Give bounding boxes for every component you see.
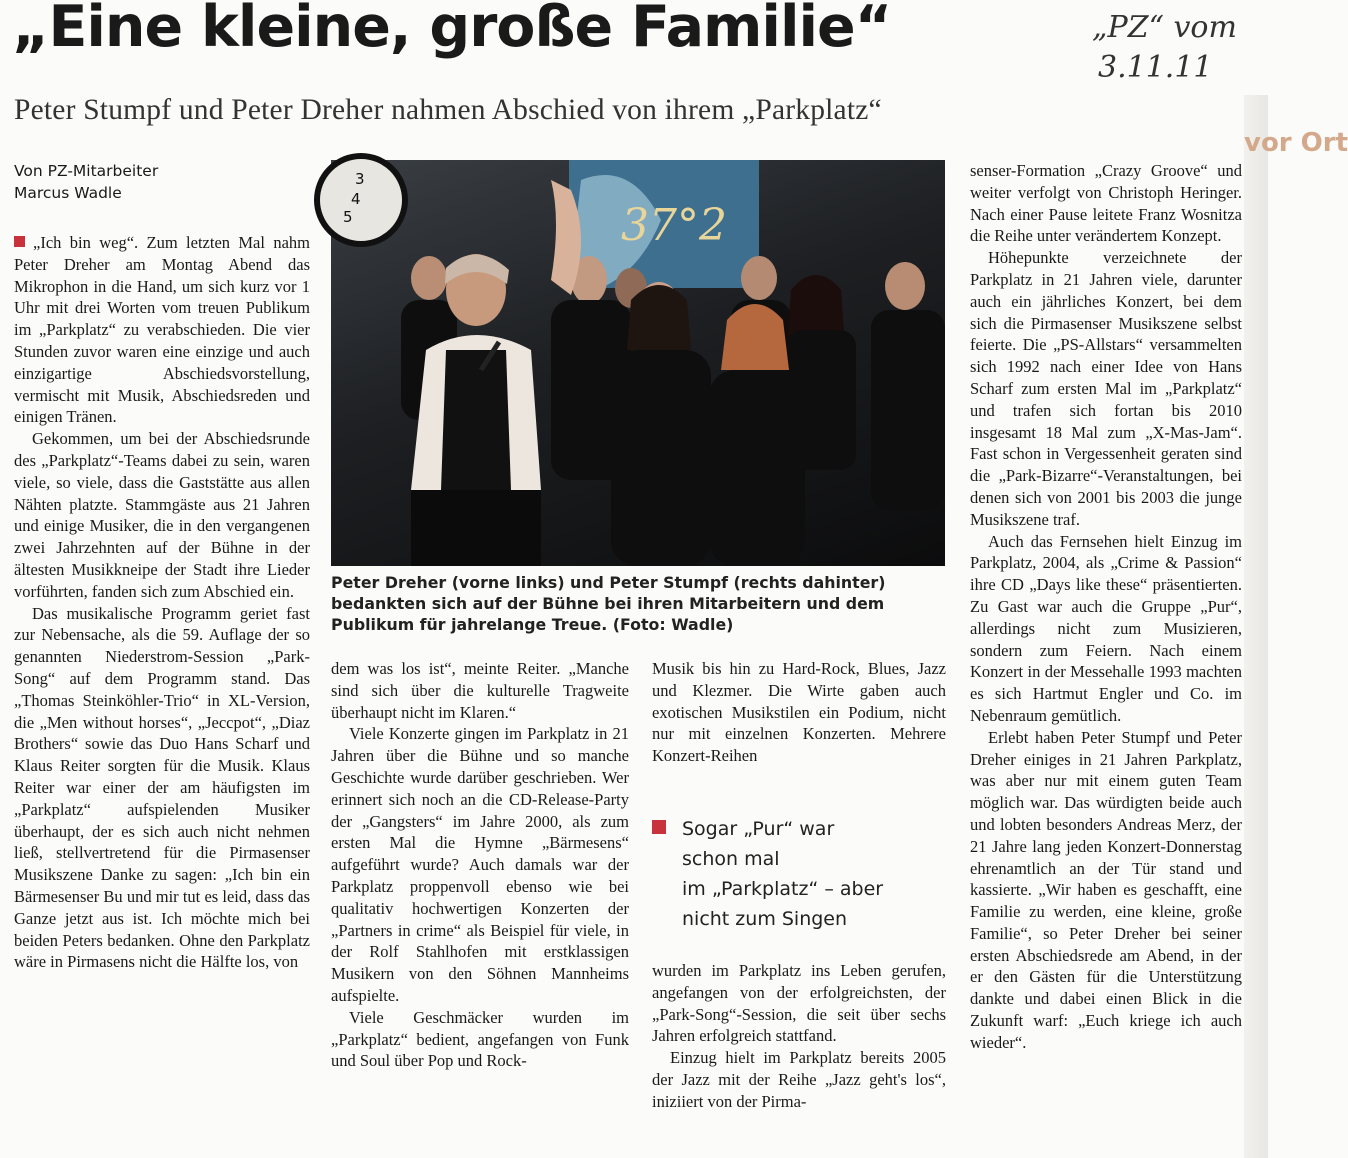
paragraph: dem was los ist“, meinte Reiter. „Manche sind sich über die kulturelle Tragweite überhaupt nicht im Klaren.“ [331, 659, 629, 722]
article-column-1 [14, 232, 310, 973]
pull-quote-line: im „Parkplatz“ – aber [682, 878, 884, 900]
edge-fragment: vor Ort [1244, 128, 1348, 158]
pull-quote [652, 814, 952, 934]
paragraph: Musik bis hin zu Hard-Rock, Blues, Jazz und Klezmer. Die Wirte gaben auch exotischen Musikstilen ein Podium, nicht nur mit einzelnen Konzerten. Mehrere Konzert-Reihen [652, 659, 946, 766]
headline: „Eine kleine, große Familie“ [12, 0, 892, 60]
paragraph: Höhepunkte verzeichnete der Parkplatz in 21 Jahren viele, darunter auch ein jährliches Konzert, bei dem sich die Pirmasenser Musikszene selbst feierte. Die „PS-Allstars“ versammelten sich 1992 nach einer Idee von Hans Scharf zum ersten Mal im „Parkplatz“ und trafen sich fortan bis 2010 insgesamt 18 Mal zum „X-Mas-Jam“. Fast schon in Vergessenheit geraten sind die „Park-Bizarre“-Veranstaltungen, bei denen sich von 2001 bis 2003 die junge Musikszene traf. [970, 248, 1242, 529]
paragraph: Das musikalische Programm geriet fast zur Nebensache, als die 59. Auflage der so genannten Niederstrom-Session „Park-Song“ auf dem Programm stand. Das „Thomas Steinköhler-Trio“ in XL-Version, die „Men without horses“, „Jeccpot“, „Diaz Brothers“ sowie das Duo Hans Scharf und Klaus Reiter sorgten für die Musik. Klaus Reiter war einer der am häufigsten im „Parkplatz“ aufspielenden Musiker überhaupt, der es sich auch nicht nehmen ließ, stellvertretend für die Pirmasenser Musikszene Danke zu sagen: „Ich bin ein Bärmesenser Bu und mir tut es leid, dass das Ganze jetzt aus ist. Ich möchte mich bei beiden Peters bedanken. Ohne den Parkplatz wäre in Pirmasens nicht die Hälfte los, von [14, 603, 310, 972]
pull-quote-line: Sogar „Pur“ war [682, 818, 835, 840]
article-column-3-top [652, 658, 946, 767]
event-photo [331, 160, 945, 566]
byline-role: Von PZ-Mitarbeiter [14, 162, 159, 180]
handwritten-note-date: 3.11.11 [1098, 50, 1213, 85]
paragraph: Einzug hielt im Parkplatz bereits 2005 der Jazz mit der Reihe „Jazz geht's los“, iniziiert von der Pirma- [652, 1048, 946, 1111]
article-column-4 [970, 160, 1242, 1054]
paragraph: Viele Geschmäcker wurden im „Parkplatz“ bedient, angefangen von Funk und Soul über Pop und Rock- [331, 1007, 629, 1071]
pull-quote-line: schon mal [682, 848, 780, 870]
article-column-3-bottom [652, 960, 946, 1113]
paragraph: wurden im Parkplatz ins Leben gerufen, angefangen von der erfolgreichsten, der „Park-Song“-Session, die seit über sechs Jahren erfolgreich stattfand. [652, 961, 946, 1046]
paragraph: Gekommen, um bei der Abschiedsrunde des „Parkplatz“-Teams dabei zu sein, waren viele, so viele, dass die Gaststätte aus allen Nähten platzte. Stammgäste aus 21 Jahren und einige Musiker, die in den vergangenen zwei Jahrzehnten auf der Bühne in der ältesten Musikkneipe der Stadt ihre Lieder vorführten, fanden sich zum Abschied ein. [14, 429, 310, 601]
paragraph: senser-Formation „Crazy Groove“ und weiter verfolgt von Christoph Heringer. Nach einer Pause leitete Franz Wosnitza die Reihe unter verändertem Konzept. [970, 161, 1242, 246]
paragraph: „Ich bin weg“. Zum letzten Mal nahm Peter Dreher am Montag Abend das Mikrophon in die Hand, um sich kurz vor 1 Uhr mit drei Worten vom treuen Publikum im „Parkplatz“ zu verabschieden. Die vier Stunden zuvor waren eine einzige und auch einzigartige Abschiedsvorstellung, vermischt mit Musik, Abschiedsreden und einigen Tränen. [14, 233, 310, 427]
article-column-2 [331, 658, 629, 1072]
photo-illustration [331, 160, 945, 566]
handwritten-note-source: „PZ“ vom [1092, 10, 1237, 45]
svg-text:3: 3 [355, 170, 365, 188]
paragraph: Viele Konzerte gingen im Parkplatz in 21 Jahren über die Bühne und so manche Geschichte wurde darüber geschrieben. Wer erinnert sich noch an die CD-Release-Party der „Gangsters“ im Jahre 2000, als zum ersten Mal die Hymne „Bärmesens“ aufgeführt wurde? Auch damals war der Parkplatz proppenvoll ebenso wie bei qualitativ hochwertigen Konzerten der „Partners in crime“ als Beispiel für viele, in der Rolf Stahlhofen mit erstklassigen Musikern von den Söhnen Mannheims aufspielte. [331, 724, 629, 1005]
byline [14, 160, 314, 204]
red-square-icon [652, 820, 666, 834]
pull-quote-line: nicht zum Singen [682, 908, 848, 930]
poster-text: 37°2 [621, 200, 727, 251]
photo-caption: Peter Dreher (vorne links) und Peter Stumpf (rechts dahinter) bedankten sich auf der Bühne bei ihren Mitarbeitern und dem Publikum für jahrelange Treue. (Foto: Wadle) [331, 573, 886, 634]
svg-text:5: 5 [343, 208, 353, 226]
paragraph: Erlebt haben Peter Stumpf und Peter Dreher einiges in 21 Jahren Parkplatz, was aber nur mit einem guten Team möglich war. Das würdigten beide auch und lobten besonders Andreas Merz, der 21 Jahre lang jeden Konzert-Donnerstag ehrenamtlich an der Tür stand und kassierte. „Wir haben es geschafft, eine Familie zu werden, eine kleine, große Familie“, so Peter Dreher bei seiner ersten Abschiedsrede am Abend, in der er den Gästen für die Unterstützung dankte und dabei einen Blick in die Zukunft warf: „Euch kriege ich auch wieder“. [970, 727, 1242, 1052]
subheadline: Peter Stumpf und Peter Dreher nahmen Abschied von ihrem „Parkplatz“ [14, 94, 882, 126]
byline-author: Marcus Wadle [14, 184, 122, 202]
svg-text:4: 4 [351, 190, 361, 208]
paragraph: Auch das Fernsehen hielt Einzug im Parkplatz, 2004, als „Crime & Passion“ ihre CD „Days like these“ präsentierten. Zu Gast war auch die Gruppe „Pur“, allerdings nicht zum Musizieren, sondern zum Feiern. Nach einem Konzert in der Messehalle 1993 machten es sich Hartmut Engler und Co. im Nebenraum gemütlich. [970, 531, 1242, 725]
red-square-icon [14, 236, 25, 247]
